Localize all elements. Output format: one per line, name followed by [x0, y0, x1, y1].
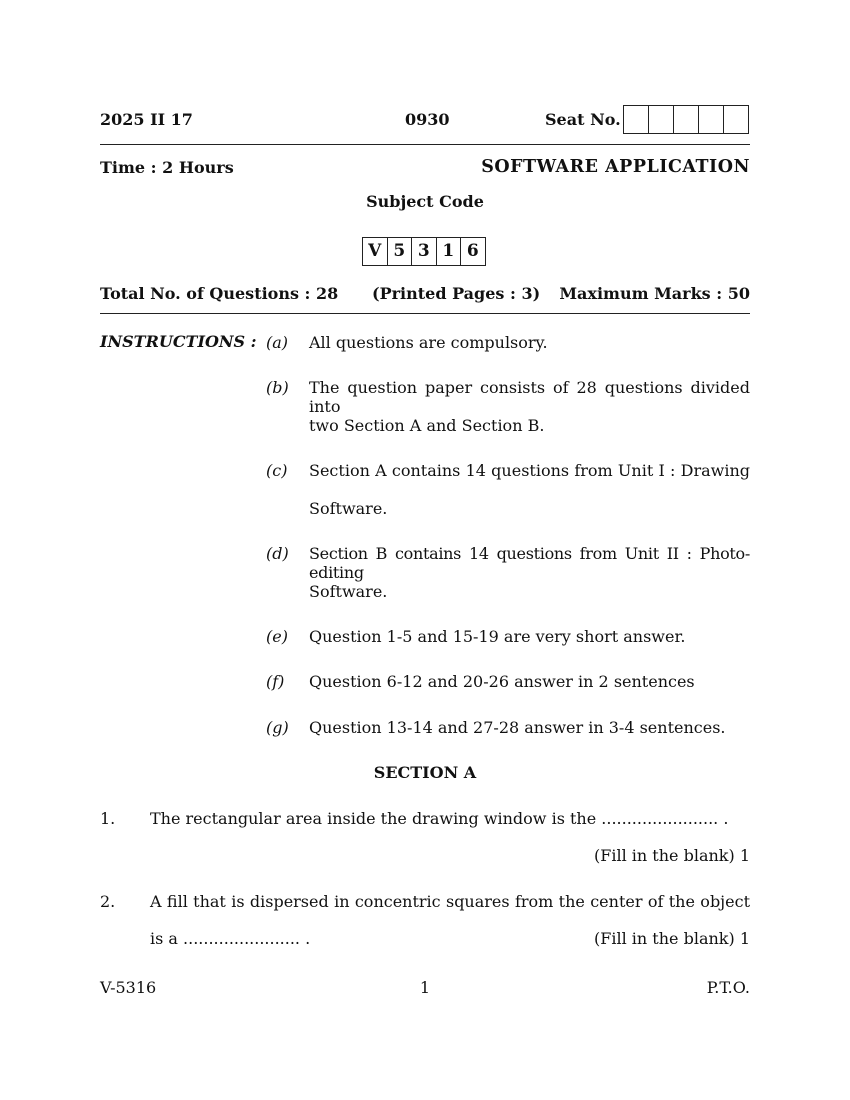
instruction-label: (b) [266, 378, 289, 397]
seat-box[interactable] [724, 106, 748, 133]
instruction-label: (a) [266, 333, 289, 352]
section-title: SECTION A [373, 763, 477, 782]
instruction-text: Section B contains 14 questions from Unit II : Photo-editing [309, 544, 750, 582]
code-char: 5 [388, 238, 413, 265]
maximum-marks: Maximum Marks : 50 [559, 284, 750, 303]
please-turn-over: P.T.O. [706, 978, 750, 997]
question-number: 1. [100, 809, 116, 828]
question-marks: (Fill in the blank) 1 [594, 846, 750, 865]
instruction-text: Section A contains 14 questions from Unit I : Drawing [309, 461, 750, 480]
footer-code: V-5316 [100, 978, 157, 997]
question-text: The rectangular area inside the drawing window is the ....................... . [150, 809, 729, 828]
question-text: is a ....................... . [150, 929, 311, 948]
seat-box[interactable] [624, 106, 649, 133]
question-number: 2. [100, 892, 116, 911]
instruction-label: (c) [266, 461, 288, 480]
instruction-text: Software. [309, 499, 388, 518]
code-char: 1 [437, 238, 462, 265]
printed-pages: (Printed Pages : 3) [372, 284, 541, 303]
instruction-text: Software. [309, 582, 388, 601]
code-char: V [363, 238, 388, 265]
total-questions: Total No. of Questions : 28 [100, 284, 339, 303]
page-number: 1 [419, 978, 431, 997]
question-marks: (Fill in the blank) 1 [594, 929, 750, 948]
header-rule-bottom [100, 313, 750, 314]
header-rule [100, 144, 750, 145]
instruction-text: All questions are compulsory. [309, 333, 548, 352]
instructions-heading: INSTRUCTIONS : [100, 332, 257, 351]
instruction-text: two Section A and Section B. [309, 416, 545, 435]
paper-code: 2025 II 17 [100, 110, 193, 129]
code-char: 6 [466, 241, 479, 261]
seat-number-boxes[interactable] [623, 105, 749, 134]
instruction-label: (e) [266, 627, 288, 646]
instruction-text: Question 1-5 and 15-19 are very short answer. [309, 627, 686, 646]
instruction-label: (f) [266, 672, 285, 691]
subject-code-boxes [362, 237, 486, 266]
code-char: 3 [412, 238, 437, 265]
time-allowed: Time : 2 Hours [100, 158, 234, 177]
instruction-text: Question 6-12 and 20-26 answer in 2 sentences [309, 672, 695, 691]
seat-box[interactable] [674, 106, 699, 133]
subject-code-label: Subject Code [366, 192, 484, 211]
instruction-label: (d) [266, 544, 289, 563]
question-text: A fill that is dispersed in concentric squares from the center of the object [150, 892, 750, 911]
instruction-text: The question paper consists of 28 questions divided into [309, 378, 750, 416]
center-code: 0930 [405, 110, 450, 129]
seat-label: Seat No. [545, 110, 621, 129]
subject-title: SOFTWARE APPLICATION [481, 157, 750, 177]
instruction-text: Question 13-14 and 27-28 answer in 3-4 sentences. [309, 718, 726, 737]
instruction-label: (g) [266, 718, 289, 737]
seat-box[interactable] [649, 106, 674, 133]
seat-box[interactable] [699, 106, 724, 133]
